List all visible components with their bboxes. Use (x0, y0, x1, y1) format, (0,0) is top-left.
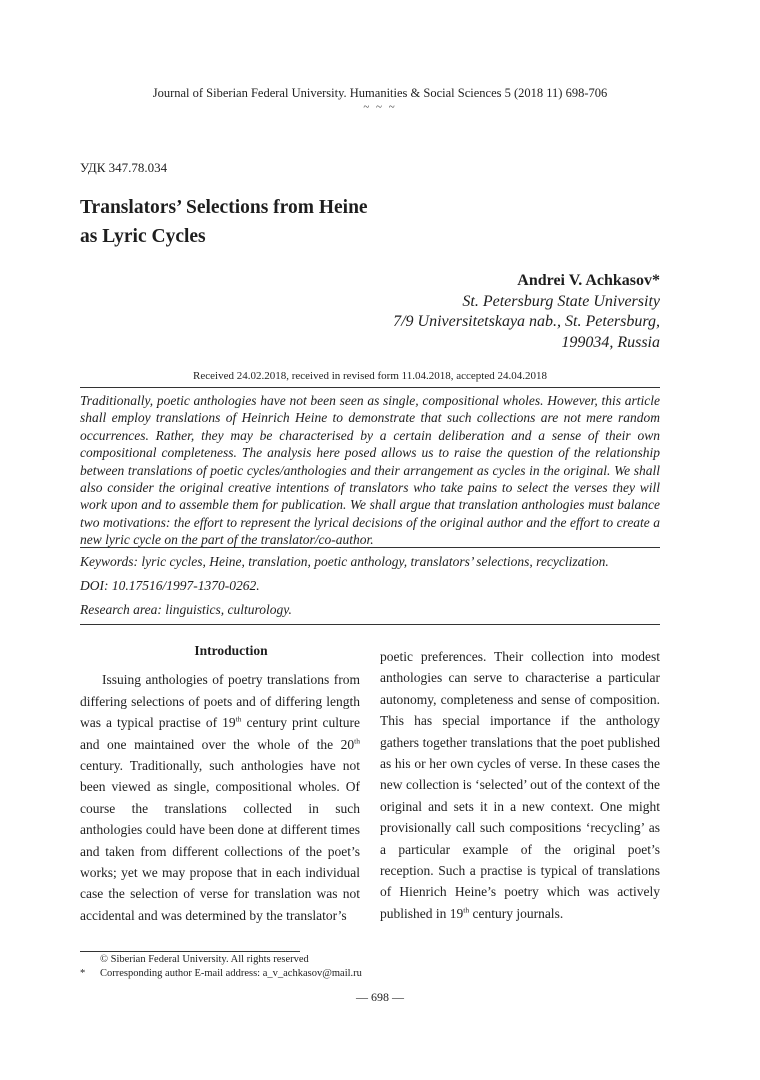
section-heading-introduction: Introduction (194, 643, 268, 658)
received-dates: Received 24.02.2018, received in revised form 11.04.2018, accepted 24.04.2018 (193, 370, 547, 382)
doi: DOI: 10.17516/1997-1370-0262. (80, 578, 260, 593)
body-top-rule (80, 624, 660, 625)
intro-paragraph-continued: poetic preferences. Their collection into modest anthologies can serve to characterise a particular autonomy, completeness and sense of composition. This has special importance if the anthology gathers together translations that the poet published as his or her own cycles of verse. In these cases the new collection is ‘selected’ out of the context of the original and sets it in a new context. One might provisionally call such compositions ‘recycling’ as a particular example of the original poet’s reception. Such a practise is typical of translations of Hienrich Heine’s poetry which was actively published in 19th century journals. (380, 649, 660, 921)
affiliation-line-2: 7/9 Universitetskaya nab., St. Petersburg, (393, 313, 660, 330)
header-ornament: ~ ~ ~ (363, 101, 397, 113)
left-column (80, 640, 360, 926)
author-name: Andrei V. Achkasov* (517, 272, 660, 289)
title-line-1: Translators’ Selections from Heine (80, 197, 368, 218)
author-block (393, 271, 660, 353)
research-area: Research area: linguistics, culturology. (80, 602, 292, 617)
udc-code: УДК 347.78.034 (80, 160, 168, 175)
abstract-bottom-rule (80, 547, 660, 548)
abstract-top-rule (80, 387, 660, 388)
affiliation-line-1: St. Petersburg State University (462, 292, 660, 310)
intro-paragraph: Issuing anthologies of poetry translations from differing selections of poets and of differing length was a typical practise of 19th century print culture and one maintained over the whole of the 20th century. Traditionally, such anthologies have not been viewed as single, compositional wholes. Of course the translations collected in such anthologies could have been done at different times and taken from different collections of the poet’s works; yet we may propose that in each individual case the selection of verse for translation was not accidental and was determined by the translator’s (80, 672, 360, 923)
page-number: — 698 — (356, 990, 404, 1004)
title-line-2: as Lyric Cycles (80, 226, 206, 247)
journal-header: Journal of Siberian Federal University. Humanities & Social Sciences 5 (2018 11) 698-706 (152, 86, 608, 100)
keywords: Keywords: lyric cycles, Heine, translation, poetic anthology, translators’ selections, recyclization. (80, 554, 609, 569)
right-column (380, 646, 660, 924)
footnote-rule (80, 951, 300, 952)
footnote-corresponding: * Corresponding author E-mail address: a_v_achkasov@mail.ru (80, 968, 362, 979)
article-title (80, 193, 368, 251)
affiliation-line-3: 199034, Russia (561, 333, 660, 351)
footnote-copyright: © Siberian Federal University. All rights reserved (100, 954, 309, 965)
abstract: Traditionally, poetic anthologies have not been seen as single, compositional wholes. However, this article shall employ translations of Heinrich Heine to demonstrate that such collections are not mere random occurrences. Rather, they may be characterised by a certain deliberation and a sense of their own compositional completeness. The analysis here posed allows us to raise the question of the relationship between translations of poetic cycles/anthologies and their arrangement as cycles in the original. We shall also consider the original creative intentions of translators who take pains to select the verses they will work upon and to assemble them for publication. We shall argue that translation anthologies must balance two motivations: the effort to represent the lyrical decisions of the original author and the effort to create a new lyric cycle on the part of the translator/co-author. (80, 393, 660, 548)
